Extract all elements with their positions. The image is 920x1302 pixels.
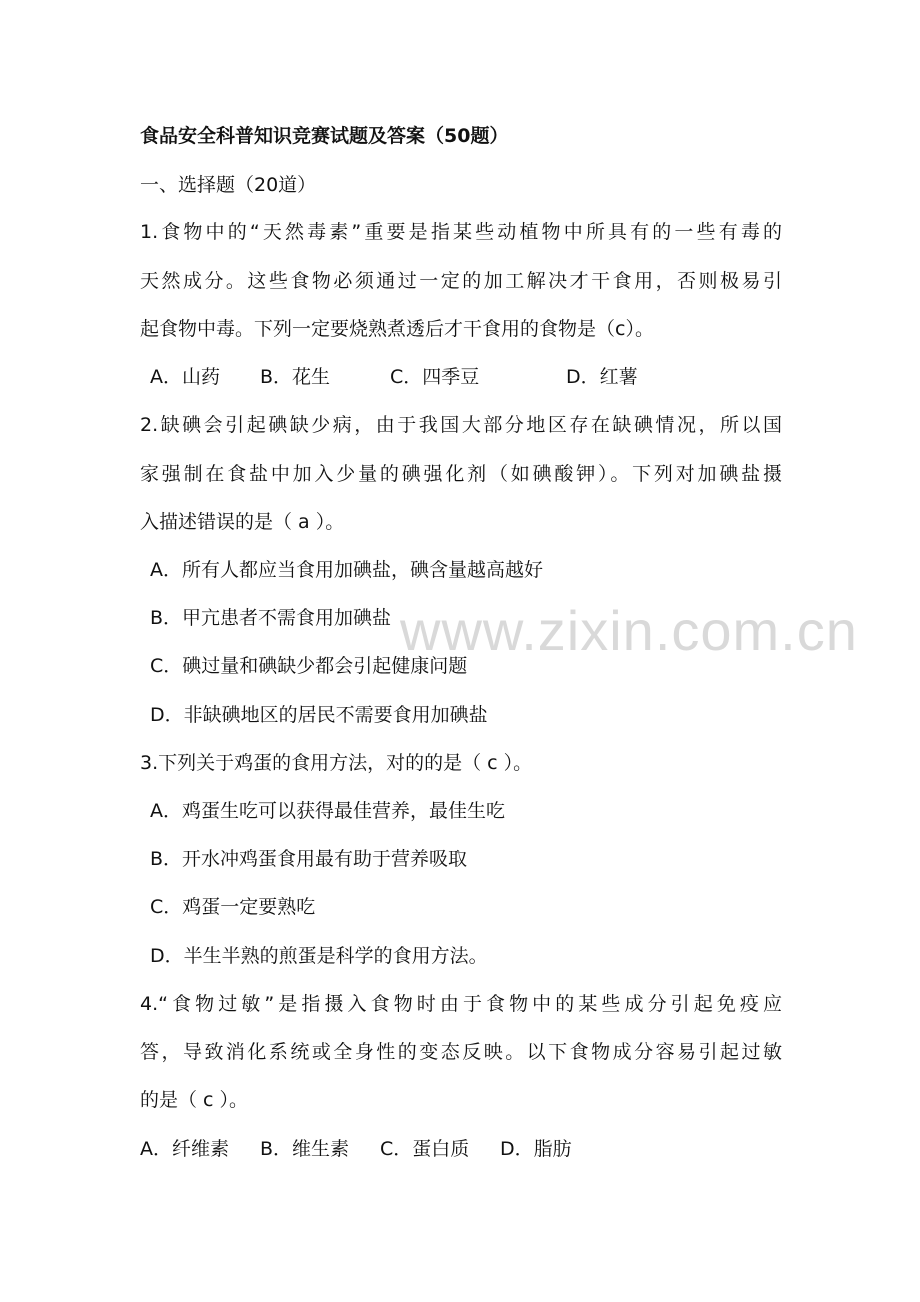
question-3-option-a: A．鸡蛋生吃可以获得最佳营养，最佳生吃 [150,800,505,822]
question-3-option-c: C．鸡蛋一定要熟吃 [150,896,316,918]
option-b: B．维生素 [260,1138,350,1160]
section-heading: 一、选择题（20道） [140,174,317,196]
question-2-option-c: C．碘过量和碘缺少都会引起健康问题 [150,655,468,677]
option-b: B．花生 [260,366,331,388]
question-2-option-b: B．甲亢患者不需食用加碘盐 [150,607,392,629]
question-2-line-3: 入描述错误的是（ a ）。 [140,511,345,533]
question-4-line-2: 答，导致消化系统或全身性的变态反映。以下食物成分容易引起过敏 [140,1041,782,1063]
question-1-line-2: 天然成分。这些食物必须通过一定的加工解决才干食用，否则极易引 [140,270,782,292]
question-2-line-1: 2.缺碘会引起碘缺少病，由于我国大部分地区存在缺碘情况，所以国 [140,414,782,436]
question-1-line-1: 1.食物中的“天然毒素”重要是指某些动植物中所具有的一些有毒的 [140,221,782,243]
option-d: D．脂肪 [500,1138,572,1160]
question-3-option-b: B．开水冲鸡蛋食用最有助于营养吸取 [150,848,468,870]
question-4-line-1: 4.“食物过敏”是指摄入食物时由于食物中的某些成分引起免疫应 [140,993,782,1015]
question-4-line-3: 的是（ c ）。 [140,1089,249,1111]
question-3-line-1: 3.下列关于鸡蛋的食用方法，对的的是（ c ）。 [140,752,533,774]
question-1-options [150,364,638,390]
option-c: C．蛋白质 [380,1138,470,1160]
question-2-option-d: D．非缺碘地区的居民不需要食用加碘盐 [150,704,488,726]
question-2-option-a: A．所有人都应当食用加碘盐，碘含量越高越好 [150,559,543,581]
option-a: A．山药 [150,366,220,388]
question-3-option-d: D．半生半熟的煎蛋是科学的食用方法。 [150,945,488,967]
option-c: C．四季豆 [390,366,480,388]
document-title: 食品安全科普知识竞赛试题及答案（50题） [140,125,509,147]
question-1-line-3: 起食物中毒。下列一定要烧熟煮透后才干食用的食物是（c）。 [140,318,654,340]
watermark: www.zixin.com.cn [400,599,858,662]
question-2-line-2: 家强制在食盐中加入少量的碘强化剂（如碘酸钾）。下列对加碘盐摄 [140,463,782,485]
option-a: A．纤维素 [140,1138,229,1160]
question-4-options [140,1136,572,1162]
option-d: D．红薯 [566,366,638,388]
